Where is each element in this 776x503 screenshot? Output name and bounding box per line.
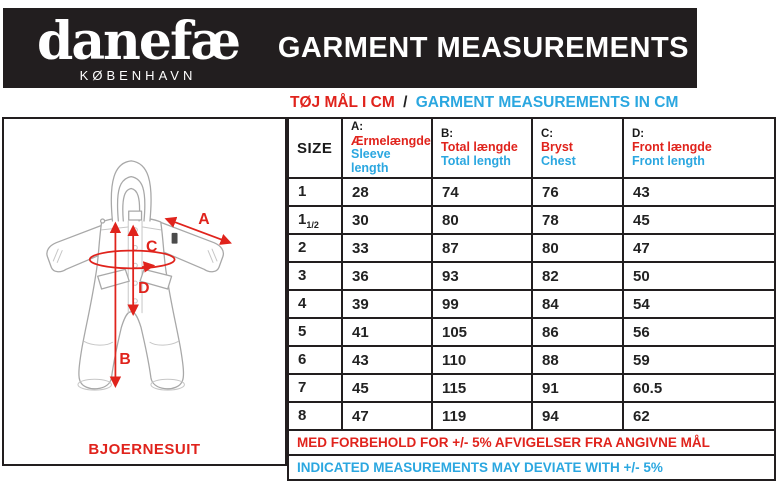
chest-cell: 78 — [532, 206, 623, 234]
table-row — [288, 262, 775, 290]
sleeve-length-cell: 36 — [342, 262, 432, 290]
measure-label-c: C — [145, 238, 158, 256]
subtitle — [290, 91, 708, 115]
sleeve-length-cell: 41 — [342, 318, 432, 346]
brand-city: KØBENHAVN — [79, 67, 197, 83]
column-danish: Front længde — [632, 140, 712, 155]
chest-cell: 80 — [532, 234, 623, 262]
garment-line-drawing — [4, 119, 285, 464]
total-length-cell: 74 — [432, 178, 532, 206]
column-header-front — [623, 118, 775, 178]
size-value: 1 — [298, 182, 307, 200]
column-header-sleeve — [342, 118, 432, 178]
table-row — [288, 206, 775, 234]
size-value: 1 — [298, 210, 307, 228]
size-value: 5 — [298, 322, 307, 340]
total-length-cell: 99 — [432, 290, 532, 318]
header-bar — [3, 8, 697, 88]
size-fraction: 1/2 — [306, 219, 319, 230]
chest-cell: 86 — [532, 318, 623, 346]
measure-label-d: D — [138, 279, 150, 297]
chest-cell: 88 — [532, 346, 623, 374]
front-length-cell: 60.5 — [623, 374, 775, 402]
front-length-cell: 50 — [623, 262, 775, 290]
chest-cell: 91 — [532, 374, 623, 402]
column-english: Chest — [541, 153, 576, 168]
total-length-cell: 105 — [432, 318, 532, 346]
total-length-cell: 93 — [432, 262, 532, 290]
table-header-row — [288, 118, 775, 178]
front-length-cell: 54 — [623, 290, 775, 318]
chest-cell: 84 — [532, 290, 623, 318]
size-cell — [288, 234, 342, 262]
sleeve-length-cell: 45 — [342, 374, 432, 402]
column-danish: Ærmelængde — [351, 133, 431, 148]
sleeve-length-cell: 33 — [342, 234, 432, 262]
column-english: Total length — [441, 153, 511, 168]
size-cell — [288, 206, 342, 234]
measure-label-a: A — [198, 210, 210, 228]
size-cell — [288, 290, 342, 318]
chest-cell: 82 — [532, 262, 623, 290]
column-key: A: — [351, 121, 364, 133]
column-key: B: — [441, 127, 454, 140]
chest-cell: 76 — [532, 178, 623, 206]
front-length-cell: 59 — [623, 346, 775, 374]
total-length-cell: 87 — [432, 234, 532, 262]
sleeve-length-cell: 30 — [342, 206, 432, 234]
sleeve-length-cell: 47 — [342, 402, 432, 430]
subtitle-english: GARMENT MEASUREMENTS IN CM — [415, 94, 679, 111]
table-row — [288, 346, 775, 374]
front-length-cell: 43 — [623, 178, 775, 206]
total-length-cell: 80 — [432, 206, 532, 234]
table-row — [288, 318, 775, 346]
size-value: 6 — [298, 350, 307, 368]
note-row-english — [288, 455, 775, 480]
column-english: Front length — [632, 153, 705, 168]
column-key: D: — [632, 127, 645, 140]
table-row — [288, 234, 775, 262]
table-row — [288, 290, 775, 318]
suit-outline — [47, 161, 224, 390]
brand-logo — [37, 10, 240, 83]
subtitle-separator: / — [403, 94, 408, 111]
size-cell — [288, 178, 342, 206]
chest-cell: 94 — [532, 402, 623, 430]
total-length-cell: 115 — [432, 374, 532, 402]
column-header-chest — [532, 118, 623, 178]
size-cell — [288, 374, 342, 402]
size-cell — [288, 318, 342, 346]
page-title: GARMENT MEASUREMENTS — [277, 31, 689, 64]
table-area — [287, 117, 712, 475]
column-danish: Total længde — [441, 140, 518, 155]
size-table — [287, 117, 776, 481]
size-value: 7 — [298, 378, 307, 396]
size-cell — [288, 346, 342, 374]
column-key: C: — [541, 127, 554, 140]
table-row — [288, 402, 775, 430]
subtitle-danish: TØJ MÅL I CM — [290, 94, 395, 111]
size-value: 3 — [298, 266, 307, 284]
front-length-cell: 47 — [623, 234, 775, 262]
size-value: 8 — [298, 406, 307, 424]
note-row-danish — [288, 430, 775, 455]
total-length-cell: 119 — [432, 402, 532, 430]
column-english: Sleeve length — [351, 147, 391, 175]
size-table-body — [288, 178, 775, 430]
measure-label-b: B — [119, 350, 131, 368]
size-cell — [288, 262, 342, 290]
size-value: 2 — [298, 238, 307, 256]
table-row — [288, 178, 775, 206]
tolerance-note-danish: MED FORBEHOLD FOR +/- 5% AFVIGELSER FRA ANGIVNE MÅL — [288, 430, 775, 455]
sleeve-length-cell: 28 — [342, 178, 432, 206]
brand-name: danefæ — [37, 10, 240, 72]
front-length-cell: 56 — [623, 318, 775, 346]
sleeve-length-cell: 39 — [342, 290, 432, 318]
table-row — [288, 374, 775, 402]
front-length-cell: 45 — [623, 206, 775, 234]
column-header-total — [432, 118, 532, 178]
front-length-cell: 62 — [623, 402, 775, 430]
sleeve-length-cell: 43 — [342, 346, 432, 374]
chest-label-patch — [172, 233, 178, 244]
column-header-size: SIZE — [288, 118, 342, 178]
tolerance-note-english: INDICATED MEASUREMENTS MAY DEVIATE WITH +/- 5% — [288, 455, 775, 480]
size-value: 4 — [298, 294, 307, 312]
size-cell — [288, 402, 342, 430]
illustration-box — [2, 117, 287, 466]
total-length-cell: 110 — [432, 346, 532, 374]
illustration-caption: BJOERNESUIT — [88, 441, 201, 458]
column-danish: Bryst — [541, 140, 573, 155]
